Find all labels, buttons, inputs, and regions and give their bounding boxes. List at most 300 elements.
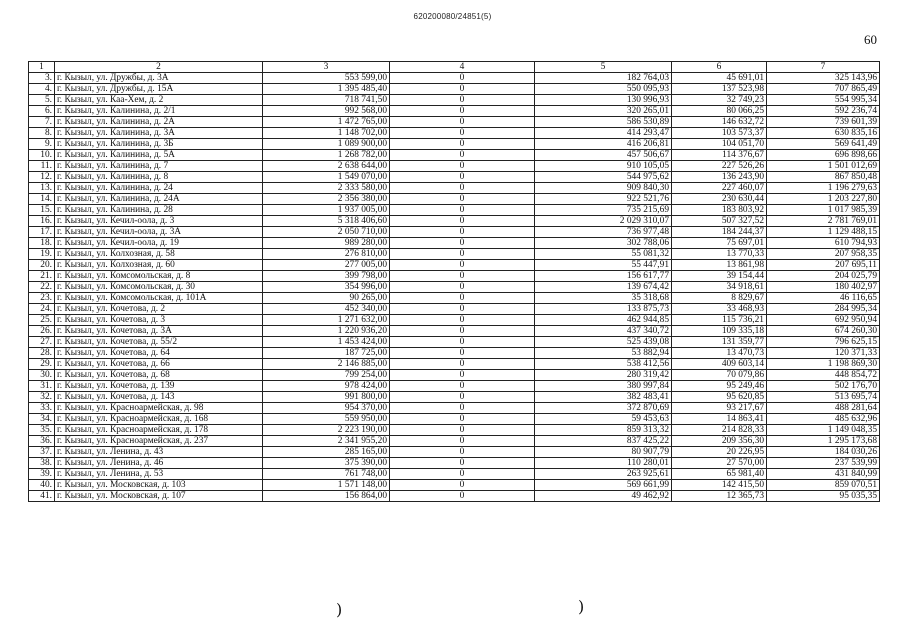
column-header: 3 (263, 62, 390, 73)
row-number: 4. (29, 84, 55, 95)
table-row (29, 403, 880, 414)
value-cell-col6: 13 861,98 (672, 260, 767, 271)
value-cell-col7: 867 850,48 (767, 172, 880, 183)
value-cell-col7: 592 236,74 (767, 106, 880, 117)
value-cell-col7: 325 143,96 (767, 73, 880, 84)
value-cell-col4: 0 (390, 172, 535, 183)
value-cell-col6: 184 244,37 (672, 227, 767, 238)
row-number: 21. (29, 271, 55, 282)
value-cell-col3: 1 220 936,20 (263, 326, 390, 337)
value-cell-col6: 65 981,40 (672, 469, 767, 480)
value-cell-col5: 586 530,89 (535, 117, 672, 128)
address-cell: г. Кызыл, ул. Комсомольская, д. 101А (55, 293, 263, 304)
value-cell-col3: 1 453 424,00 (263, 337, 390, 348)
value-cell-col3: 399 798,00 (263, 271, 390, 282)
value-cell-col5: 302 788,06 (535, 238, 672, 249)
value-cell-col6: 12 365,73 (672, 491, 767, 502)
value-cell-col5: 320 265,01 (535, 106, 672, 117)
value-cell-col3: 718 741,50 (263, 95, 390, 106)
value-cell-col7: 796 625,15 (767, 337, 880, 348)
table-row (29, 392, 880, 403)
value-cell-col6: 183 803,92 (672, 205, 767, 216)
value-cell-col6: 8 829,67 (672, 293, 767, 304)
table-row (29, 447, 880, 458)
value-cell-col3: 1 089 900,00 (263, 139, 390, 150)
value-cell-col4: 0 (390, 194, 535, 205)
table-row (29, 271, 880, 282)
value-cell-col3: 989 280,00 (263, 238, 390, 249)
value-cell-col5: 538 412,56 (535, 359, 672, 370)
value-cell-col3: 277 005,00 (263, 260, 390, 271)
table-row (29, 425, 880, 436)
address-cell: г. Кызыл, ул. Кечил-оола, д. 19 (55, 238, 263, 249)
address-cell: г. Кызыл, ул. Кочетова, д. 3 (55, 315, 263, 326)
table-row (29, 348, 880, 359)
value-cell-col3: 553 599,00 (263, 73, 390, 84)
value-cell-col7: 569 641,49 (767, 139, 880, 150)
value-cell-col4: 0 (390, 381, 535, 392)
address-cell: г. Кызыл, ул. Красноармейская, д. 168 (55, 414, 263, 425)
address-cell: г. Кызыл, ул. Кочетова, д. 66 (55, 359, 263, 370)
row-number: 13. (29, 183, 55, 194)
row-number: 41. (29, 491, 55, 502)
table-row (29, 194, 880, 205)
address-cell: г. Кызыл, ул. Калинина, д. 2А (55, 117, 263, 128)
table-row (29, 128, 880, 139)
column-header: 2 (55, 62, 263, 73)
address-cell: г. Кызыл, ул. Красноармейская, д. 178 (55, 425, 263, 436)
address-cell: г. Кызыл, ул. Калинина, д. 24 (55, 183, 263, 194)
value-cell-col7: 739 601,39 (767, 117, 880, 128)
value-cell-col6: 13 470,73 (672, 348, 767, 359)
value-cell-col4: 0 (390, 326, 535, 337)
value-cell-col3: 2 638 644,00 (263, 161, 390, 172)
value-cell-col6: 104 051,70 (672, 139, 767, 150)
value-cell-col5: 414 293,47 (535, 128, 672, 139)
value-cell-col4: 0 (390, 95, 535, 106)
value-cell-col5: 139 674,42 (535, 282, 672, 293)
address-cell: г. Кызыл, ул. Ленина, д. 43 (55, 447, 263, 458)
address-cell: г. Кызыл, ул. Дружбы, д. 15А (55, 84, 263, 95)
table-row (29, 106, 880, 117)
value-cell-col4: 0 (390, 425, 535, 436)
address-cell: г. Кызыл, ул. Московская, д. 103 (55, 480, 263, 491)
value-cell-col7: 674 260,30 (767, 326, 880, 337)
value-cell-col7: 448 854,72 (767, 370, 880, 381)
value-cell-col4: 0 (390, 271, 535, 282)
row-number: 20. (29, 260, 55, 271)
value-cell-col3: 2 341 955,20 (263, 436, 390, 447)
row-number: 26. (29, 326, 55, 337)
row-number: 19. (29, 249, 55, 260)
row-number: 30. (29, 370, 55, 381)
handwritten-mark-left: ) (336, 600, 343, 619)
row-number: 27. (29, 337, 55, 348)
value-cell-col7: 184 030,26 (767, 447, 880, 458)
row-number: 18. (29, 238, 55, 249)
row-number: 5. (29, 95, 55, 106)
value-cell-col6: 114 376,67 (672, 150, 767, 161)
value-cell-col7: 707 865,49 (767, 84, 880, 95)
value-cell-col4: 0 (390, 106, 535, 117)
address-cell: г. Кызыл, ул. Каа-Хем, д. 2 (55, 95, 263, 106)
value-cell-col7: 237 539,99 (767, 458, 880, 469)
value-cell-col5: 457 506,67 (535, 150, 672, 161)
table-row (29, 337, 880, 348)
value-cell-col5: 569 661,99 (535, 480, 672, 491)
table-row (29, 172, 880, 183)
value-cell-col6: 75 697,01 (672, 238, 767, 249)
table-row (29, 326, 880, 337)
table-row (29, 293, 880, 304)
value-cell-col3: 5 318 406,60 (263, 216, 390, 227)
value-cell-col3: 2 333 580,00 (263, 183, 390, 194)
table-row (29, 161, 880, 172)
address-cell: г. Кызыл, ул. Кочетова, д. 143 (55, 392, 263, 403)
table-row (29, 414, 880, 425)
value-cell-col3: 1 268 782,00 (263, 150, 390, 161)
value-cell-col6: 507 327,52 (672, 216, 767, 227)
value-cell-col6: 20 226,95 (672, 447, 767, 458)
value-cell-col3: 156 864,00 (263, 491, 390, 502)
value-cell-col4: 0 (390, 315, 535, 326)
value-cell-col4: 0 (390, 117, 535, 128)
value-cell-col3: 1 549 070,00 (263, 172, 390, 183)
table-row (29, 205, 880, 216)
value-cell-col6: 227 526,26 (672, 161, 767, 172)
address-cell: г. Кызыл, ул. Ленина, д. 53 (55, 469, 263, 480)
value-cell-col3: 90 265,00 (263, 293, 390, 304)
handwritten-mark-right: ) (578, 597, 585, 616)
table-row (29, 260, 880, 271)
header-row (29, 62, 880, 73)
address-cell: г. Кызыл, ул. Дружбы, д. 3А (55, 73, 263, 84)
value-cell-col3: 559 950,00 (263, 414, 390, 425)
column-header: 6 (672, 62, 767, 73)
value-cell-col7: 692 950,94 (767, 315, 880, 326)
row-number: 7. (29, 117, 55, 128)
value-cell-col4: 0 (390, 216, 535, 227)
value-cell-col6: 409 603,14 (672, 359, 767, 370)
value-cell-col4: 0 (390, 392, 535, 403)
value-cell-col5: 55 447,91 (535, 260, 672, 271)
row-number: 14. (29, 194, 55, 205)
value-cell-col4: 0 (390, 150, 535, 161)
address-cell: г. Кызыл, ул. Кочетова, д. 64 (55, 348, 263, 359)
value-cell-col4: 0 (390, 227, 535, 238)
table-row (29, 359, 880, 370)
value-cell-col6: 80 066,25 (672, 106, 767, 117)
value-cell-col5: 859 313,32 (535, 425, 672, 436)
value-cell-col5: 110 280,01 (535, 458, 672, 469)
value-cell-col7: 1 017 985,39 (767, 205, 880, 216)
value-cell-col4: 0 (390, 205, 535, 216)
value-cell-col4: 0 (390, 458, 535, 469)
value-cell-col4: 0 (390, 249, 535, 260)
table-row (29, 238, 880, 249)
value-cell-col7: 554 995,34 (767, 95, 880, 106)
value-cell-col5: 49 462,92 (535, 491, 672, 502)
row-number: 10. (29, 150, 55, 161)
value-cell-col4: 0 (390, 447, 535, 458)
value-cell-col7: 610 794,93 (767, 238, 880, 249)
address-cell: г. Кызыл, ул. Кочетова, д. 55/2 (55, 337, 263, 348)
value-cell-col5: 55 081,32 (535, 249, 672, 260)
column-header: 1 (29, 62, 55, 73)
value-cell-col4: 0 (390, 469, 535, 480)
table-row (29, 84, 880, 95)
row-number: 6. (29, 106, 55, 117)
value-cell-col6: 13 770,33 (672, 249, 767, 260)
address-cell: г. Кызыл, ул. Колхозная, д. 58 (55, 249, 263, 260)
address-cell: г. Кызыл, ул. Комсомольская, д. 8 (55, 271, 263, 282)
address-cell: г. Кызыл, ул. Калинина, д. 2/1 (55, 106, 263, 117)
address-cell: г. Кызыл, ул. Красноармейская, д. 98 (55, 403, 263, 414)
row-number: 23. (29, 293, 55, 304)
table-row (29, 315, 880, 326)
table-row (29, 458, 880, 469)
value-cell-col4: 0 (390, 403, 535, 414)
value-cell-col7: 1 203 227,80 (767, 194, 880, 205)
address-cell: г. Кызыл, ул. Комсомольская, д. 30 (55, 282, 263, 293)
value-cell-col4: 0 (390, 183, 535, 194)
row-number: 34. (29, 414, 55, 425)
table-row (29, 150, 880, 161)
address-cell: г. Кызыл, ул. Кочетова, д. 68 (55, 370, 263, 381)
value-cell-col6: 115 736,21 (672, 315, 767, 326)
row-number: 37. (29, 447, 55, 458)
table-row (29, 304, 880, 315)
value-cell-col4: 0 (390, 84, 535, 95)
page-number: 60 (864, 32, 877, 47)
value-cell-col6: 93 217,67 (672, 403, 767, 414)
value-cell-col5: 156 617,77 (535, 271, 672, 282)
row-number: 40. (29, 480, 55, 491)
value-cell-col3: 1 472 765,00 (263, 117, 390, 128)
value-cell-col7: 485 632,96 (767, 414, 880, 425)
value-cell-col5: 416 206,81 (535, 139, 672, 150)
row-number: 36. (29, 436, 55, 447)
row-number: 39. (29, 469, 55, 480)
row-number: 24. (29, 304, 55, 315)
column-header: 7 (767, 62, 880, 73)
value-cell-col3: 1 395 485,40 (263, 84, 390, 95)
address-cell: г. Кызыл, ул. Калинина, д. 28 (55, 205, 263, 216)
value-cell-col5: 53 882,94 (535, 348, 672, 359)
value-cell-col3: 761 748,00 (263, 469, 390, 480)
value-cell-col5: 80 907,79 (535, 447, 672, 458)
document-id: 620200080/24851(5) (413, 12, 492, 21)
value-cell-col5: 837 425,22 (535, 436, 672, 447)
value-cell-col7: 696 898,66 (767, 150, 880, 161)
address-cell: г. Кызыл, ул. Калинина, д. 7 (55, 161, 263, 172)
value-cell-col6: 137 523,98 (672, 84, 767, 95)
value-cell-col7: 1 196 279,63 (767, 183, 880, 194)
value-cell-col6: 32 749,23 (672, 95, 767, 106)
address-cell: г. Кызыл, ул. Кечил-оола, д. 3 (55, 216, 263, 227)
value-cell-col6: 39 154,44 (672, 271, 767, 282)
value-cell-col4: 0 (390, 139, 535, 150)
address-cell: г. Кызыл, ул. Ленина, д. 46 (55, 458, 263, 469)
row-number: 12. (29, 172, 55, 183)
address-cell: г. Кызыл, ул. Кочетова, д. 139 (55, 381, 263, 392)
column-header: 4 (390, 62, 535, 73)
column-header: 5 (535, 62, 672, 73)
value-cell-col4: 0 (390, 238, 535, 249)
value-cell-col6: 136 243,90 (672, 172, 767, 183)
value-cell-col4: 0 (390, 480, 535, 491)
value-cell-col5: 182 764,03 (535, 73, 672, 84)
value-cell-col7: 1 198 869,30 (767, 359, 880, 370)
value-cell-col3: 2 223 190,00 (263, 425, 390, 436)
table-row (29, 469, 880, 480)
address-cell: г. Кызыл, ул. Красноармейская, д. 237 (55, 436, 263, 447)
value-cell-col7: 204 025,79 (767, 271, 880, 282)
value-cell-col3: 799 254,00 (263, 370, 390, 381)
value-cell-col6: 227 460,07 (672, 183, 767, 194)
value-cell-col6: 109 335,18 (672, 326, 767, 337)
row-number: 9. (29, 139, 55, 150)
address-cell: г. Кызыл, ул. Колхозная, д. 60 (55, 260, 263, 271)
value-cell-col6: 70 079,86 (672, 370, 767, 381)
value-cell-col7: 1 295 173,68 (767, 436, 880, 447)
value-cell-col6: 14 863,41 (672, 414, 767, 425)
value-cell-col7: 207 958,35 (767, 249, 880, 260)
table-row (29, 183, 880, 194)
value-cell-col7: 502 176,70 (767, 381, 880, 392)
row-number: 16. (29, 216, 55, 227)
value-cell-col3: 285 165,00 (263, 447, 390, 458)
value-cell-col7: 1 501 012,69 (767, 161, 880, 172)
address-cell: г. Кызыл, ул. Кочетова, д. 2 (55, 304, 263, 315)
value-cell-col3: 354 996,00 (263, 282, 390, 293)
value-cell-col7: 513 695,74 (767, 392, 880, 403)
value-cell-col5: 59 453,63 (535, 414, 672, 425)
value-cell-col5: 909 840,30 (535, 183, 672, 194)
row-number: 33. (29, 403, 55, 414)
value-cell-col3: 991 800,00 (263, 392, 390, 403)
table-body (29, 73, 880, 502)
value-cell-col3: 2 356 380,00 (263, 194, 390, 205)
value-cell-col5: 525 439,08 (535, 337, 672, 348)
value-cell-col4: 0 (390, 370, 535, 381)
value-cell-col6: 95 249,46 (672, 381, 767, 392)
value-cell-col5: 550 095,93 (535, 84, 672, 95)
table-row (29, 249, 880, 260)
value-cell-col6: 33 468,93 (672, 304, 767, 315)
row-number: 32. (29, 392, 55, 403)
table-row (29, 480, 880, 491)
value-cell-col5: 735 215,69 (535, 205, 672, 216)
row-number: 29. (29, 359, 55, 370)
row-number: 35. (29, 425, 55, 436)
value-cell-col6: 34 918,61 (672, 282, 767, 293)
value-cell-col4: 0 (390, 73, 535, 84)
value-cell-col5: 922 521,76 (535, 194, 672, 205)
value-cell-col4: 0 (390, 293, 535, 304)
value-cell-col7: 2 781 769,01 (767, 216, 880, 227)
value-cell-col7: 207 695,11 (767, 260, 880, 271)
value-cell-col5: 372 870,69 (535, 403, 672, 414)
value-cell-col6: 214 828,33 (672, 425, 767, 436)
value-cell-col6: 230 630,44 (672, 194, 767, 205)
value-cell-col4: 0 (390, 161, 535, 172)
value-cell-col3: 1 937 005,00 (263, 205, 390, 216)
value-cell-col4: 0 (390, 491, 535, 502)
table-row (29, 216, 880, 227)
value-cell-col3: 992 568,00 (263, 106, 390, 117)
row-number: 15. (29, 205, 55, 216)
table-row (29, 95, 880, 106)
table-row (29, 381, 880, 392)
value-cell-col3: 954 370,00 (263, 403, 390, 414)
value-cell-col3: 2 050 710,00 (263, 227, 390, 238)
row-number: 8. (29, 128, 55, 139)
value-cell-col3: 452 340,00 (263, 304, 390, 315)
value-cell-col6: 131 359,77 (672, 337, 767, 348)
table-row (29, 73, 880, 84)
table-row (29, 491, 880, 502)
value-cell-col4: 0 (390, 414, 535, 425)
value-cell-col7: 488 281,64 (767, 403, 880, 414)
value-cell-col5: 133 875,73 (535, 304, 672, 315)
value-cell-col4: 0 (390, 128, 535, 139)
value-cell-col4: 0 (390, 304, 535, 315)
address-cell: г. Кызыл, ул. Калинина, д. 5А (55, 150, 263, 161)
value-cell-col6: 27 570,00 (672, 458, 767, 469)
address-cell: г. Кызыл, ул. Кочетова, д. 3А (55, 326, 263, 337)
value-cell-col5: 437 340,72 (535, 326, 672, 337)
value-cell-col5: 35 318,68 (535, 293, 672, 304)
value-cell-col4: 0 (390, 337, 535, 348)
value-cell-col5: 382 483,41 (535, 392, 672, 403)
value-cell-col3: 375 390,00 (263, 458, 390, 469)
value-cell-col3: 978 424,00 (263, 381, 390, 392)
address-cell: г. Кызыл, ул. Московская, д. 107 (55, 491, 263, 502)
value-cell-col7: 1 129 488,15 (767, 227, 880, 238)
table-row (29, 282, 880, 293)
value-cell-col3: 1 148 702,00 (263, 128, 390, 139)
value-cell-col4: 0 (390, 260, 535, 271)
value-cell-col5: 910 105,05 (535, 161, 672, 172)
data-table (28, 61, 880, 502)
row-number: 38. (29, 458, 55, 469)
value-cell-col5: 462 944,85 (535, 315, 672, 326)
value-cell-col3: 1 271 632,00 (263, 315, 390, 326)
value-cell-col4: 0 (390, 282, 535, 293)
value-cell-col7: 46 116,65 (767, 293, 880, 304)
table-row (29, 436, 880, 447)
value-cell-col7: 284 995,34 (767, 304, 880, 315)
value-cell-col6: 103 573,37 (672, 128, 767, 139)
value-cell-col6: 95 620,85 (672, 392, 767, 403)
value-cell-col5: 130 996,93 (535, 95, 672, 106)
value-cell-col3: 276 810,00 (263, 249, 390, 260)
row-number: 3. (29, 73, 55, 84)
value-cell-col3: 1 571 148,00 (263, 480, 390, 491)
row-number: 25. (29, 315, 55, 326)
row-number: 28. (29, 348, 55, 359)
value-cell-col5: 380 997,84 (535, 381, 672, 392)
value-cell-col4: 0 (390, 436, 535, 447)
value-cell-col7: 630 835,16 (767, 128, 880, 139)
value-cell-col5: 2 029 310,07 (535, 216, 672, 227)
value-cell-col7: 120 371,33 (767, 348, 880, 359)
value-cell-col6: 146 632,72 (672, 117, 767, 128)
value-cell-col4: 0 (390, 359, 535, 370)
table-row (29, 227, 880, 238)
value-cell-col7: 859 070,51 (767, 480, 880, 491)
